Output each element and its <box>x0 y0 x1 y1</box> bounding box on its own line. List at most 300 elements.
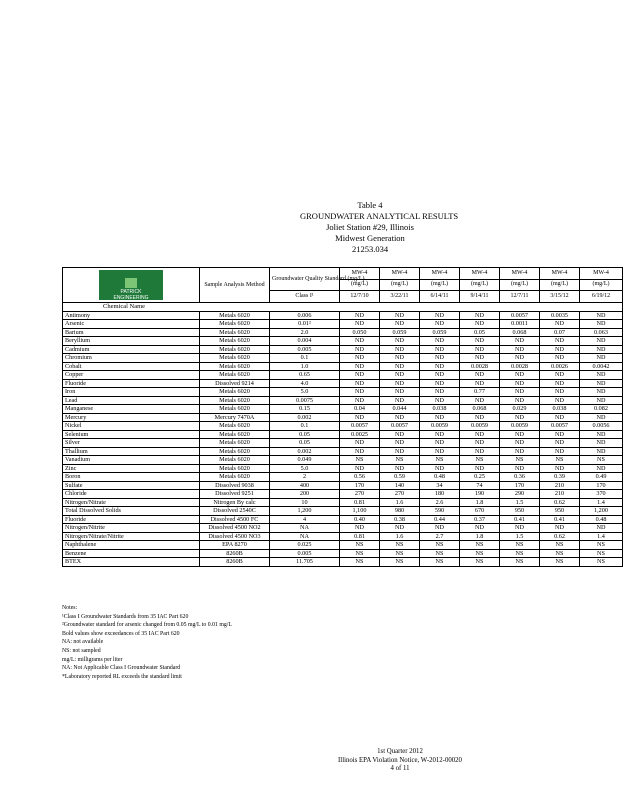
chemical-name-cell: Boron <box>63 473 200 482</box>
note-line: Bold values show exceedances of 35 IAC Part 620 <box>62 630 180 637</box>
method-cell: Metals 6020 <box>200 473 270 482</box>
standard-cell: 5.0 <box>270 388 340 397</box>
class-header: Class I¹ <box>270 291 340 303</box>
result-cell: ND <box>420 396 460 405</box>
standard-cell: 0.0075 <box>270 396 340 405</box>
result-cell: ND <box>580 524 623 533</box>
note-line: *Laboratory reported RL exceeds the standard limit <box>62 673 182 680</box>
method-cell: Dissolved 4500 NO2 <box>200 524 270 533</box>
result-cell: 0.0059 <box>420 422 460 431</box>
method-cell: Metals 6020 <box>200 388 270 397</box>
result-cell: ND <box>340 447 380 456</box>
standard-cell: NA <box>270 524 340 533</box>
result-cell: ND <box>540 396 580 405</box>
standard-cell: 0.1 <box>270 422 340 431</box>
result-cell: ND <box>460 371 500 380</box>
result-cell: 34 <box>420 481 460 490</box>
standard-cell: 4.0 <box>270 379 340 388</box>
result-cell: ND <box>580 439 623 448</box>
standard-cell: 10 <box>270 498 340 507</box>
method-cell: Dissolved 2540C <box>200 507 270 516</box>
result-cell: 170 <box>580 481 623 490</box>
project-number: 21253.034 <box>351 244 389 254</box>
result-cell: 270 <box>380 490 420 499</box>
result-cell: ND <box>500 354 540 363</box>
result-cell: NS <box>580 456 623 465</box>
table-row <box>63 447 623 456</box>
result-cell: 2.7 <box>420 532 460 541</box>
result-cell: NS <box>340 549 380 558</box>
result-cell: 0.38 <box>380 515 420 524</box>
well-header: MW-4 <box>460 268 500 280</box>
result-cell: 0.0059 <box>500 422 540 431</box>
standard-cell: 5.0 <box>270 464 340 473</box>
chemical-name-cell: Vanadium <box>63 456 200 465</box>
result-cell: ND <box>380 311 420 320</box>
method-cell: Nitrogen By calc <box>200 498 270 507</box>
method-cell: 8260B <box>200 558 270 567</box>
chemical-name-cell: Nitrogen/Nitrate <box>63 498 200 507</box>
result-cell: ND <box>420 388 460 397</box>
site-location: Joliet Station #29, Illinois <box>326 222 414 232</box>
table-row <box>63 362 623 371</box>
unit-header: (mg/L) <box>500 279 540 291</box>
table-row <box>63 515 623 524</box>
result-cell: 0.81 <box>340 498 380 507</box>
footer-page-number: 4 of 11 <box>390 765 410 773</box>
result-cell: 0.0028 <box>460 362 500 371</box>
result-cell: ND <box>420 354 460 363</box>
note-line: ²Groundwater standard for arsenic changed from 0.05 mg/L to 0.01 mg/L <box>62 622 232 629</box>
method-cell: Metals 6020 <box>200 311 270 320</box>
method-cell: Metals 6020 <box>200 396 270 405</box>
standard-cell: 0.65 <box>270 371 340 380</box>
result-cell: 210 <box>540 481 580 490</box>
well-header: MW-4 <box>340 268 380 280</box>
result-cell: ND <box>420 337 460 346</box>
standard-cell: 2.0 <box>270 328 340 337</box>
result-cell: NS <box>380 456 420 465</box>
result-cell: ND <box>420 345 460 354</box>
standard-cell: 1.0 <box>270 362 340 371</box>
result-cell: 0.48 <box>580 515 623 524</box>
result-cell: ND <box>340 379 380 388</box>
result-cell: 210 <box>540 490 580 499</box>
table-row <box>63 405 623 414</box>
result-cell: 0.082 <box>580 405 623 414</box>
footer-notice: Illinois EPA Violation Notice, W-2012-00020 <box>338 756 462 764</box>
table-row <box>63 413 623 422</box>
result-cell: ND <box>500 388 540 397</box>
method-cell: Metals 6020 <box>200 337 270 346</box>
result-cell: 0.029 <box>500 405 540 414</box>
result-cell: ND <box>540 439 580 448</box>
table-row <box>63 464 623 473</box>
result-cell: NS <box>500 549 540 558</box>
result-cell: 0.07 <box>540 328 580 337</box>
result-cell: 950 <box>540 507 580 516</box>
result-cell: NS <box>340 456 380 465</box>
chemical-name-cell: Barium <box>63 328 200 337</box>
chemical-name-cell: Nickel <box>63 422 200 431</box>
result-cell: 0.44 <box>420 515 460 524</box>
table-number: Table 4 <box>357 200 383 210</box>
result-cell: NS <box>460 549 500 558</box>
result-cell: 0.81 <box>340 532 380 541</box>
standard-cell: NA <box>270 532 340 541</box>
standard-cell: 0.006 <box>270 311 340 320</box>
result-cell: ND <box>580 311 623 320</box>
result-cell: ND <box>380 464 420 473</box>
result-cell: NS <box>540 549 580 558</box>
result-cell: 74 <box>460 481 500 490</box>
result-cell: ND <box>340 337 380 346</box>
result-cell: ND <box>460 464 500 473</box>
result-cell: ND <box>460 439 500 448</box>
result-cell: ND <box>460 320 500 329</box>
result-cell: ND <box>540 371 580 380</box>
chemical-name-cell: Mercury <box>63 413 200 422</box>
date-header: 6/14/11 <box>420 291 460 303</box>
method-cell: Dissolved 9214 <box>200 379 270 388</box>
result-cell: ND <box>580 345 623 354</box>
result-cell: ND <box>500 464 540 473</box>
result-cell: ND <box>460 413 500 422</box>
standard-header: Groundwater Quality Standard (mg/L) <box>270 268 340 291</box>
result-cell: ND <box>580 337 623 346</box>
result-cell: ND <box>380 413 420 422</box>
result-cell: 0.0042 <box>580 362 623 371</box>
standard-cell: 0.002 <box>270 413 340 422</box>
result-cell: 1.5 <box>500 532 540 541</box>
result-cell: 0.0057 <box>340 422 380 431</box>
chemical-name-header: Chemical Name <box>63 303 623 312</box>
result-cell: 0.0028 <box>500 362 540 371</box>
result-cell: ND <box>340 413 380 422</box>
result-cell: ND <box>580 396 623 405</box>
date-header: 3/22/11 <box>380 291 420 303</box>
result-cell: NS <box>420 549 460 558</box>
result-cell: ND <box>540 337 580 346</box>
result-cell: ND <box>540 430 580 439</box>
chemical-name-cell: Beryllium <box>63 337 200 346</box>
result-cell: ND <box>380 362 420 371</box>
result-cell: 370 <box>580 490 623 499</box>
result-cell: 170 <box>340 481 380 490</box>
chemical-name-cell: Sulfate <box>63 481 200 490</box>
result-cell: ND <box>380 524 420 533</box>
chemical-name-cell: Chromium <box>63 354 200 363</box>
note-line: NA: not available <box>62 639 104 646</box>
result-cell: 0.40 <box>340 515 380 524</box>
result-cell: NS <box>340 541 380 550</box>
result-cell: 0.059 <box>420 328 460 337</box>
result-cell: 0.04 <box>340 405 380 414</box>
table-row <box>63 507 623 516</box>
result-cell: 0.49 <box>580 473 623 482</box>
standard-cell: 0.025 <box>270 541 340 550</box>
date-header: 12/7/10 <box>340 291 380 303</box>
result-cell: ND <box>540 524 580 533</box>
standard-cell: 0.004 <box>270 337 340 346</box>
standard-cell: 0.005 <box>270 549 340 558</box>
result-cell: 0.038 <box>540 405 580 414</box>
result-cell: 0.059 <box>380 328 420 337</box>
method-cell: Metals 6020 <box>200 345 270 354</box>
date-header: 12/7/11 <box>500 291 540 303</box>
result-cell: ND <box>420 362 460 371</box>
chemical-name-cell: Thallium <box>63 447 200 456</box>
unit-header: (mg/L) <box>580 279 623 291</box>
chemical-name-cell: Selenium <box>63 430 200 439</box>
result-cell: NS <box>380 558 420 567</box>
standard-cell: 0.01² <box>270 320 340 329</box>
well-header: MW-4 <box>380 268 420 280</box>
result-cell: ND <box>420 311 460 320</box>
result-cell: 290 <box>500 490 540 499</box>
table-row <box>63 396 623 405</box>
chemical-name-cell: Iron <box>63 388 200 397</box>
result-cell: ND <box>460 354 500 363</box>
result-cell: 0.0057 <box>540 422 580 431</box>
result-cell: ND <box>580 464 623 473</box>
table-row <box>63 320 623 329</box>
result-cell: ND <box>580 354 623 363</box>
result-cell: ND <box>340 464 380 473</box>
result-cell: 0.0057 <box>500 311 540 320</box>
result-cell: ND <box>500 371 540 380</box>
result-cell: 0.0011 <box>500 320 540 329</box>
chemical-name-cell: Lead <box>63 396 200 405</box>
result-cell: 1.5 <box>500 498 540 507</box>
method-cell: Metals 6020 <box>200 422 270 431</box>
method-cell: Metals 6020 <box>200 371 270 380</box>
table-row <box>63 541 623 550</box>
result-cell: NS <box>500 456 540 465</box>
result-cell: ND <box>340 345 380 354</box>
table-row <box>63 456 623 465</box>
result-cell: ND <box>540 464 580 473</box>
table-row <box>63 354 623 363</box>
result-cell: ND <box>420 413 460 422</box>
result-cell: NS <box>540 558 580 567</box>
result-cell: 170 <box>500 481 540 490</box>
chemical-name-cell: Cobalt <box>63 362 200 371</box>
standard-cell: 0.005 <box>270 345 340 354</box>
unit-header: (mg/L) <box>380 279 420 291</box>
result-cell: 1.6 <box>380 532 420 541</box>
result-cell: ND <box>380 371 420 380</box>
table-row <box>63 498 623 507</box>
chemical-name-cell: Copper <box>63 371 200 380</box>
method-cell: 8260B <box>200 549 270 558</box>
result-cell: NS <box>460 558 500 567</box>
result-cell: ND <box>540 388 580 397</box>
standard-cell: 4 <box>270 515 340 524</box>
standard-cell: 1,200 <box>270 507 340 516</box>
result-cell: NS <box>460 456 500 465</box>
result-cell: ND <box>380 320 420 329</box>
result-cell: ND <box>460 396 500 405</box>
standard-cell: 0.05 <box>270 439 340 448</box>
standard-cell: 2 <box>270 473 340 482</box>
result-cell: ND <box>540 379 580 388</box>
chemical-name-cell: Antimony <box>63 311 200 320</box>
date-header: 6/19/12 <box>580 291 623 303</box>
notes-block <box>62 604 232 681</box>
result-cell: ND <box>380 396 420 405</box>
table-row <box>63 311 623 320</box>
standard-cell: 400 <box>270 481 340 490</box>
result-cell: ND <box>500 396 540 405</box>
table-body <box>63 311 623 566</box>
result-cell: ND <box>340 354 380 363</box>
chemical-name-cell: Chloride <box>63 490 200 499</box>
method-cell: Metals 6020 <box>200 405 270 414</box>
result-cell: 590 <box>420 507 460 516</box>
result-cell: 0.77 <box>460 388 500 397</box>
note-line: NA: Not Applicable Class I Groundwater Standard <box>62 665 181 672</box>
result-cell: 190 <box>460 490 500 499</box>
result-cell: ND <box>580 388 623 397</box>
table-row <box>63 481 623 490</box>
result-cell: 0.038 <box>420 405 460 414</box>
result-cell: ND <box>460 337 500 346</box>
result-cell: ND <box>460 345 500 354</box>
result-cell: ND <box>340 388 380 397</box>
result-cell: NS <box>380 549 420 558</box>
result-cell: 0.56 <box>340 473 380 482</box>
result-cell: ND <box>380 439 420 448</box>
result-cell: 1.8 <box>460 532 500 541</box>
title-block <box>300 200 459 255</box>
chemical-name-cell: Nitrogen/Nitrite <box>63 524 200 533</box>
note-line: mg/L: milligrams per liter <box>62 656 123 663</box>
result-cell: 0.0059 <box>460 422 500 431</box>
result-cell: ND <box>420 320 460 329</box>
result-cell: ND <box>500 413 540 422</box>
result-cell: 1.4 <box>580 498 623 507</box>
method-cell: Metals 6020 <box>200 439 270 448</box>
method-cell: Dissolved 9251 <box>200 490 270 499</box>
result-cell: ND <box>580 430 623 439</box>
result-cell: ND <box>540 345 580 354</box>
method-cell: Metals 6020 <box>200 328 270 337</box>
table-row <box>63 328 623 337</box>
result-cell: ND <box>380 430 420 439</box>
method-cell: Metals 6020 <box>200 430 270 439</box>
result-cell: ND <box>340 320 380 329</box>
result-cell: NS <box>580 541 623 550</box>
result-cell: 2.6 <box>420 498 460 507</box>
result-cell: ND <box>340 362 380 371</box>
result-cell: NS <box>580 549 623 558</box>
result-cell: ND <box>420 447 460 456</box>
result-cell: ND <box>340 439 380 448</box>
result-cell: NS <box>580 558 623 567</box>
result-cell: ND <box>460 379 500 388</box>
result-cell: ND <box>380 447 420 456</box>
chemical-name-cell: Fluoride <box>63 515 200 524</box>
result-cell: 0.39 <box>540 473 580 482</box>
result-cell: ND <box>540 320 580 329</box>
result-cell: ND <box>420 379 460 388</box>
table-row <box>63 549 623 558</box>
result-cell: 0.25 <box>460 473 500 482</box>
date-header: 9/14/11 <box>460 291 500 303</box>
result-cell: NS <box>500 558 540 567</box>
chemical-name-cell: Zinc <box>63 464 200 473</box>
chemical-name-cell: BTEX <box>63 558 200 567</box>
result-cell: 0.0035 <box>540 311 580 320</box>
result-cell: ND <box>500 439 540 448</box>
table-row <box>63 422 623 431</box>
chemical-name-cell: Total Dissolved Solids <box>63 507 200 516</box>
result-cell: 0.36 <box>500 473 540 482</box>
standard-cell: 200 <box>270 490 340 499</box>
groundwater-results-table <box>62 267 623 567</box>
chemical-name-cell: Silver <box>63 439 200 448</box>
unit-header: (mg/L) <box>460 279 500 291</box>
result-cell: ND <box>500 447 540 456</box>
result-cell: ND <box>420 464 460 473</box>
result-cell: 1.8 <box>460 498 500 507</box>
result-cell: ND <box>340 524 380 533</box>
result-cell: 180 <box>420 490 460 499</box>
result-cell: ND <box>500 430 540 439</box>
method-cell: Metals 6020 <box>200 456 270 465</box>
method-header: Sample Analysis Method <box>200 268 270 303</box>
well-header: MW-4 <box>540 268 580 280</box>
standard-cell: 0.05 <box>270 430 340 439</box>
result-cell: NS <box>380 541 420 550</box>
result-cell: NS <box>420 456 460 465</box>
chemical-name-cell: Naphthalene <box>63 541 200 550</box>
method-cell: Dissolved 4500 FC <box>200 515 270 524</box>
result-cell: ND <box>380 388 420 397</box>
chemical-name-cell: Fluoride <box>63 379 200 388</box>
result-cell: ND <box>580 447 623 456</box>
result-cell: 0.62 <box>540 498 580 507</box>
result-cell: 0.044 <box>380 405 420 414</box>
table-heading: GROUNDWATER ANALYTICAL RESULTS <box>300 211 459 221</box>
result-cell: 0.063 <box>580 328 623 337</box>
result-cell: ND <box>340 371 380 380</box>
result-cell: ND <box>420 430 460 439</box>
logo-icon <box>125 278 137 288</box>
method-cell: Metals 6020 <box>200 464 270 473</box>
result-cell: 1,100 <box>340 507 380 516</box>
result-cell: ND <box>540 413 580 422</box>
unit-header: (mg/L) <box>420 279 460 291</box>
well-header: MW-4 <box>420 268 460 280</box>
chemical-name-cell: Nitrogen/Nitrate/Nitrite <box>63 532 200 541</box>
table-row <box>63 388 623 397</box>
result-cell: ND <box>380 379 420 388</box>
result-cell: ND <box>460 430 500 439</box>
method-cell: Dissolved 4500 NO3 <box>200 532 270 541</box>
result-cell: ND <box>460 447 500 456</box>
unit-header: (mg/L) <box>340 279 380 291</box>
result-cell: 0.48 <box>420 473 460 482</box>
result-cell: NS <box>460 541 500 550</box>
result-cell: 1,200 <box>580 507 623 516</box>
result-cell: 1.6 <box>380 498 420 507</box>
table-row <box>63 524 623 533</box>
method-cell: Mercury 7470A <box>200 413 270 422</box>
date-header: 3/15/12 <box>540 291 580 303</box>
result-cell: 670 <box>460 507 500 516</box>
